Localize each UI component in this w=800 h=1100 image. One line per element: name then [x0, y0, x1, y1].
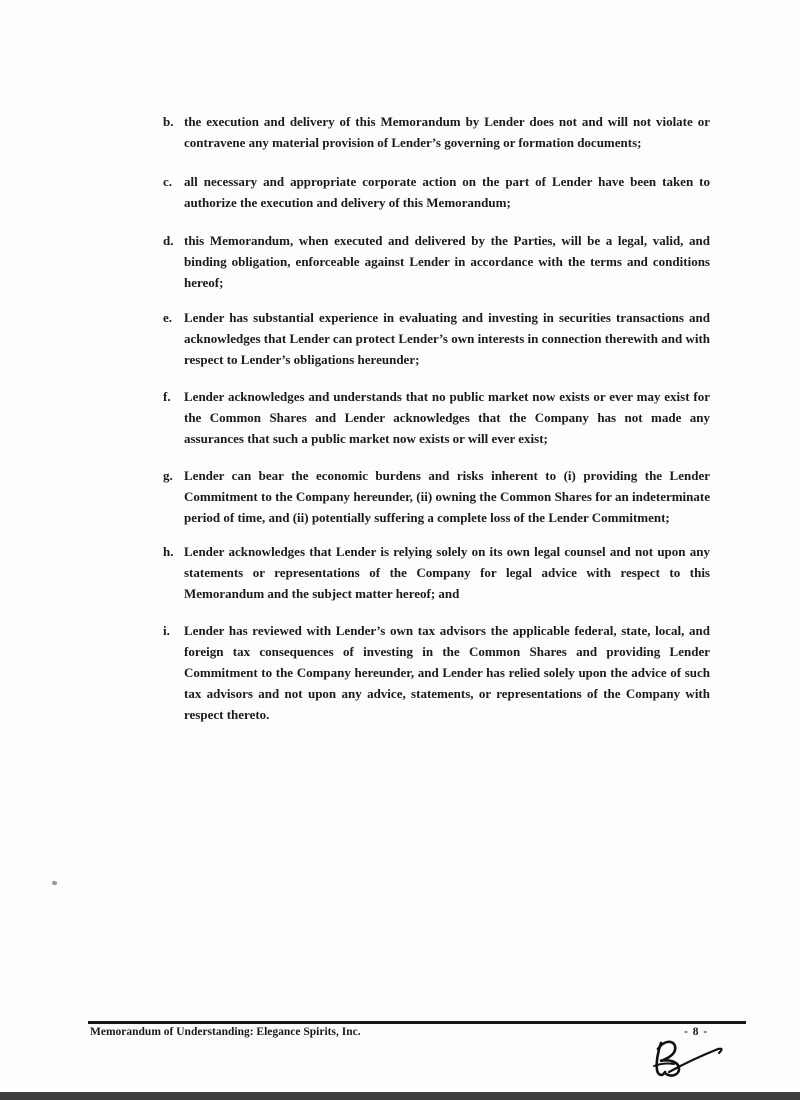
item-text: Lender acknowledges that Lender is relying solely on its own legal counsel and not upon any statements or representations of the Company for legal advice with respect to this Memorandum and the subject matter hereof; and [184, 544, 710, 601]
item-text: Lender acknowledges and understands that no public market now exists or ever may exist for the Common Shares and Lender acknowledges that the Company has not made any assurances that such a public market now exists or will ever exist; [184, 389, 710, 446]
item-text: this Memorandum, when executed and delivered by the Parties, will be a legal, valid, and binding obligation, enforceable against Lender in accordance with the terms and conditions hereof; [184, 233, 710, 290]
item-letter: g. [163, 468, 173, 483]
item-text: Lender has reviewed with Lender’s own tax advisors the applicable federal, state, local, and foreign tax consequences of investing in the Common Shares and providing Lender Commitment to the Company hereunder, and Lender has relied solely upon the advice of such tax advisors and not upon any advice, statements, or representations of the Company with respect thereto. [184, 623, 710, 722]
list-item-e [163, 307, 710, 370]
list-item-b [163, 111, 710, 153]
item-letter: h. [163, 544, 174, 559]
item-letter: c. [163, 174, 173, 189]
scan-edge-artifact [0, 1092, 800, 1100]
list-item-g [163, 465, 710, 528]
page-number: - 8 - [684, 1026, 709, 1038]
footer-divider [88, 1021, 746, 1024]
list-item-c [163, 171, 710, 213]
item-letter: e. [163, 310, 173, 325]
item-letter: b. [163, 114, 174, 129]
list-item-h [163, 541, 710, 604]
item-text: all necessary and appropriate corporate action on the part of Lender have been taken to authorize the execution and delivery of this Memorandum; [184, 174, 710, 210]
handwritten-initials [648, 1036, 730, 1082]
list-item-i [163, 620, 710, 725]
scan-speck [51, 880, 57, 885]
item-letter: i. [163, 623, 170, 638]
lettered-list [163, 111, 710, 725]
item-text: the execution and delivery of this Memorandum by Lender does not and will not violate or contravene any material provision of Lender’s governing or formation documents; [184, 114, 710, 150]
item-letter: f. [163, 389, 171, 404]
item-text: Lender can bear the economic burdens and risks inherent to (i) providing the Lender Commitment to the Company hereunder, (ii) owning the Common Shares for an indeterminate period of time, and (ii) potentially suffering a complete loss of the Lender Commitment; [184, 468, 710, 525]
list-item-d [163, 230, 710, 293]
list-item-f [163, 386, 710, 449]
item-letter: d. [163, 233, 174, 248]
item-text: Lender has substantial experience in evaluating and investing in securities transactions and acknowledges that Lender can protect Lender’s own interests in connection therewith and with respect to Lender’s obligations hereunder; [184, 310, 711, 367]
footer-document-title: Memorandum of Understanding: Elegance Spirits, Inc. [90, 1026, 361, 1038]
